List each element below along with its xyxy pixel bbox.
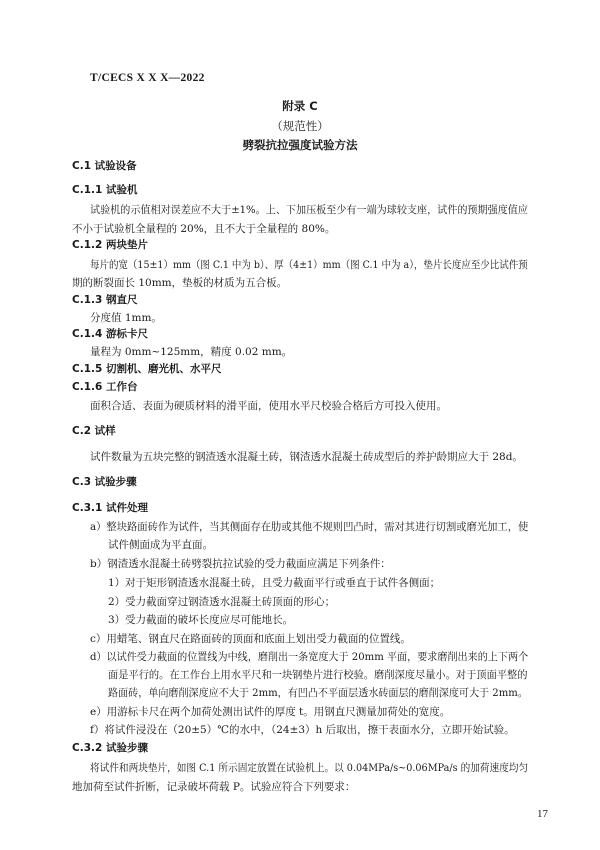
paragraph-line: 分度值 1mm。: [90, 312, 162, 324]
paragraph-line: 面积合适、表面为硬质材料的滑平面，使用水平尺校验合格后方可投入使用。: [90, 400, 447, 412]
normative-label: （规范性）: [271, 119, 329, 133]
list-item-f: f）将试件浸没在（20±5）℃的水中，（24±3）h 后取出，擦干表面水分，立即开始试验。: [90, 724, 515, 736]
section-heading-c3: C.3 试验步骤: [72, 476, 137, 488]
section-heading-c1-6: C.1.6 工作台: [72, 381, 138, 393]
section-heading-c3-2: C.3.2 试验步骤: [72, 742, 148, 754]
list-item-d: d）以试件受力截面的位置线为中线，磨削出一条宽度大于 20mm 平面，要求磨削出来的上下两个: [90, 651, 529, 663]
section-heading-c1-2: C.1.2 两块垫片: [72, 239, 148, 251]
paragraph-line: 试件数量为五块完整的钢渣透水混凝土砖，钢渣透水混凝土砖成型后的养护龄期应大于 28d。: [90, 451, 523, 463]
section-heading-c3-1: C.3.1 试件处理: [72, 502, 148, 514]
page-number: 17: [537, 808, 548, 820]
section-heading-c1-4: C.1.4 游标卡尺: [72, 328, 148, 340]
list-item-d-continued: 面是平行的。在工作台上用水平尺和一块钢垫片进行校验。磨削深度尽量小。对于顶面平整的: [108, 669, 528, 681]
list-item-b: b）钢渣透水混凝土砖劈裂抗拉试验的受力截面应满足下列条件：: [90, 558, 391, 570]
paragraph-line: 每片的宽（15±1）mm（图 C.1 中为 b）、厚（4±1）mm（图 C.1 中为 a），垫片长度应至少比试件预: [90, 259, 528, 271]
list-item-a-continued: 试件侧面成为平直面。: [108, 539, 213, 551]
list-item-b3: 3）受力截面的破坏长度应尽可能地长。: [108, 614, 294, 626]
paragraph-line: 不小于试验机全量程的 20%，且不大于全量程的 80%。: [72, 223, 336, 235]
section-heading-c1-5: C.1.5 切割机、磨光机、水平尺: [72, 363, 222, 375]
appendix-title: 劈裂抗拉强度试验方法: [242, 138, 358, 152]
paragraph-line: 试验机的示值相对误差应不大于±1%。上、下加压板至少有一端为球较支座，试件的预期强度值应: [90, 204, 528, 216]
paragraph-line: 地加荷至试件折断，记录破坏荷载 P。试验应符合下列要求：: [72, 781, 356, 793]
list-item-d-continued: 路面砖，单向磨削深度应不大于 2mm，有凹凸不平面层透水砖面层的磨削深度可大于 2mm。: [108, 687, 528, 699]
list-item-e: e）用游标卡尺在两个加荷处测出试件的厚度 t。用钢直尺测量加荷处的宽度。: [90, 706, 451, 718]
list-item-b2: 2）受力截面穿过钢渣透水混凝土砖顶面的形心；: [108, 596, 336, 608]
section-heading-c1-1: C.1.1 试验机: [72, 184, 138, 196]
appendix-label: 附录 C: [282, 99, 318, 113]
paragraph-line: 量程为 0mm~125mm，精度 0.02 mm。: [90, 346, 293, 358]
document-header: T/CECS X X X—2022: [90, 72, 205, 84]
list-item-b1: 1）对于矩形钢渣透水混凝土砖，且受力截面平行或垂直于试件各侧面；: [108, 577, 441, 589]
section-heading-c1: C.1 试验设备: [72, 160, 137, 172]
paragraph-line: 将试件和两块垫片，如图 C.1 所示固定放置在试验机上。以 0.04MPa/s~0.06MPa/s 的加荷速度均匀: [90, 762, 529, 774]
paragraph-line: 期的断裂面长 10mm，垫板的材质为五合板。: [72, 277, 288, 289]
list-item-c: c）用蜡笔、钢直尺在路面砖的顶面和底面上划出受力截面的位置线。: [90, 633, 411, 645]
section-heading-c1-3: C.1.3 钢直尺: [72, 294, 138, 306]
list-item-a: a）整块路面砖作为试件，当其侧面存在肋或其他不规则凹凸时，需对其进行切割或磨光加工，使: [90, 521, 529, 533]
section-heading-c2: C.2 试样: [72, 425, 116, 437]
